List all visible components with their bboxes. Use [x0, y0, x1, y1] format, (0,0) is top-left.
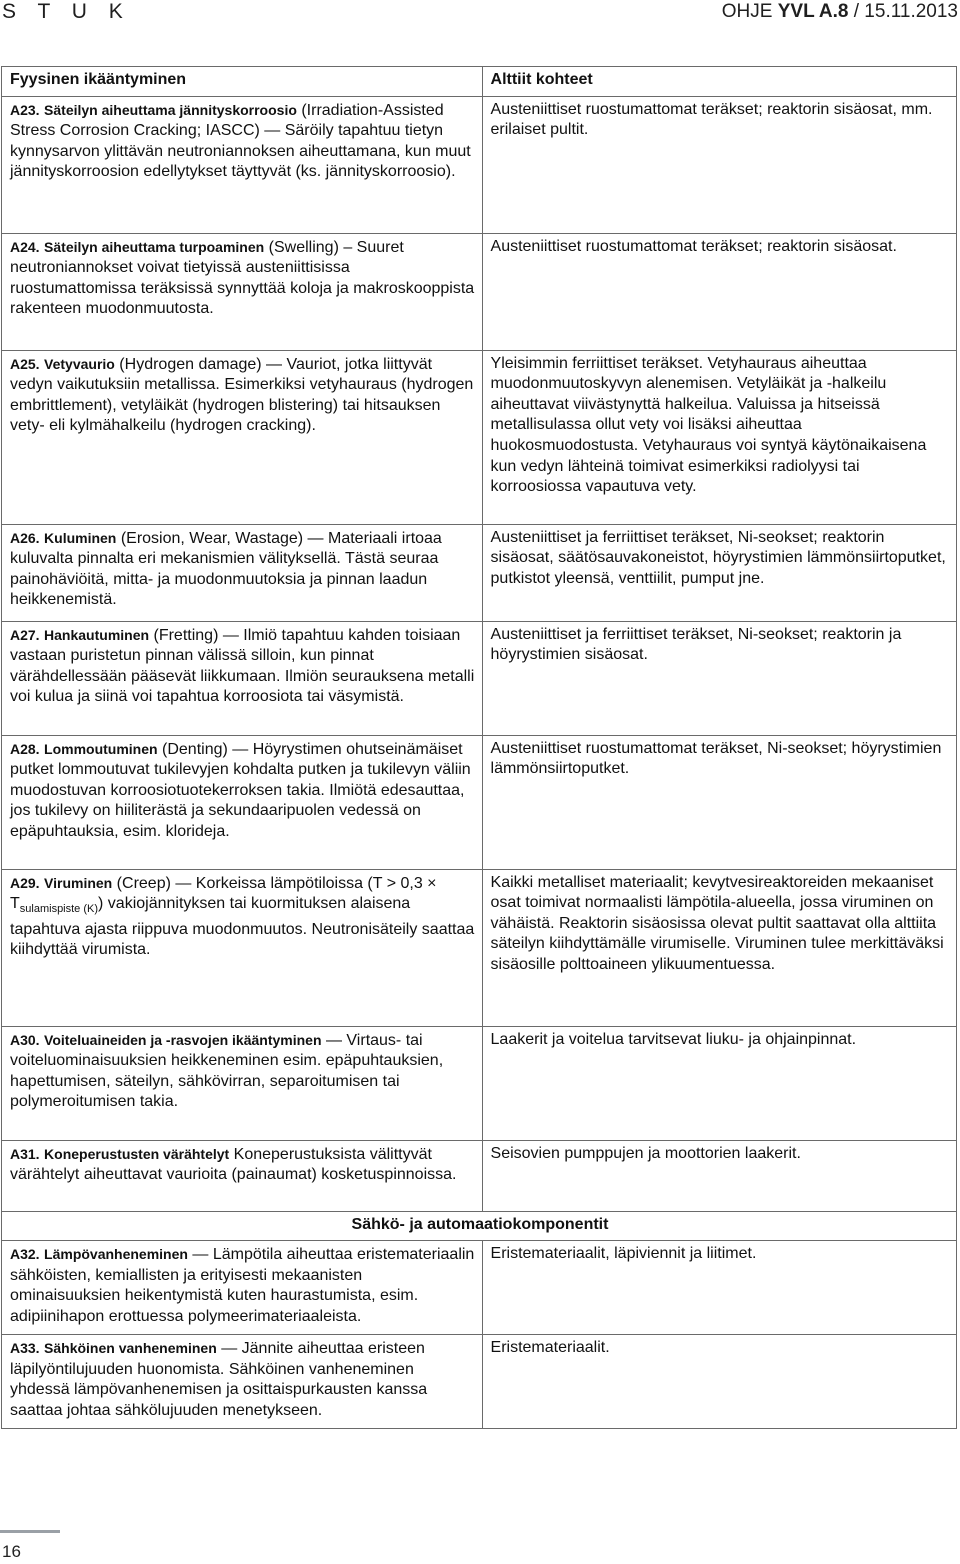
target-cell: Eristemateriaalit, läpiviennit ja liitimet. — [482, 1241, 956, 1335]
section-row — [2, 1211, 957, 1241]
table-row — [2, 869, 957, 1026]
row-term: Lommoutuminen — [44, 740, 158, 757]
mechanism-cell — [2, 1335, 483, 1429]
row-text: (Denting) — Höyrystimen ohutseinämäiset putket lommoutuvat tukilevyjen kohdalta putken ja tukilevyn väliin muodostuvan korroosiotuotekerroksen takia. Ilmiötä edesauttaa, jos tukilevy on hiiliterästä ja sekundaaripuolen vedessä on epäpuhtauksia, esim. kloridеja. — [10, 740, 471, 840]
mechanism-cell — [2, 1026, 483, 1140]
mechanism-cell — [2, 1140, 483, 1211]
row-code: A25. — [10, 355, 40, 372]
row-code: A29. — [10, 874, 40, 891]
footer-divider — [0, 1530, 60, 1533]
row-code: A32. — [10, 1246, 40, 1263]
page-number: 16 — [2, 1542, 21, 1561]
ageing-mechanisms-table — [1, 66, 957, 1429]
guide-code: YVL A.8 — [777, 1, 849, 22]
table-row — [2, 735, 957, 869]
table-header-row — [2, 67, 957, 97]
table-row — [2, 1140, 957, 1211]
target-cell: Eristemateriaalit. — [482, 1335, 956, 1429]
column-header-mechanism: Fyysinen ikääntyminen — [2, 67, 483, 97]
target-cell: Laakerit ja voitelua tarvitsevat liuku- ja ohjainpinnat. — [482, 1026, 956, 1140]
target-cell: Austeniittiset ja ferriittiset teräkset, Ni-seokset; reaktorin sisäosat, säätösauvakoneistot, höyrystimien lämmönsiirtoputket, putkistot yleensä, venttiilit, pumput jne. — [482, 524, 956, 621]
mechanism-cell — [2, 735, 483, 869]
table-row — [2, 96, 957, 233]
mechanism-cell — [2, 869, 483, 1026]
guide-prefix: OHJE — [721, 1, 778, 22]
target-cell: Yleisimmin ferriittiset teräkset. Vetyhauraus aiheuttaa muodonmuutoskyvyn alenemisen. Vetyläikät ja -halkeilu aiheuttavat viivästynyttä halkeilua. Valuissa ja hitseissä metallisulassa ollut vety voi lisäksi aiheuttaa huokosmuodostusta. Vetyhauraus voi syntyä käytönaikaisena kun vedyn lähteinä toimivat esimerkiksi radiolyysi tai korroosiossa vapautuva vety. — [482, 350, 956, 524]
row-code: A27. — [10, 626, 40, 643]
row-text: (Erosion, Wear, Wastage) — Materiaali irtoaa kuluvalta pinnalta eri mekanismien välityksellä. Tästä seuraa painohäviöitä, mitta- ja muodonmuutoksia ja pinnan laadun heikkenemistä. — [10, 529, 442, 609]
brand-logo: S T U K — [2, 0, 131, 23]
column-header-targets: Alttiit kohteet — [482, 67, 956, 97]
row-text-a: (Creep) — Korkeissa lämpötiloissa (T > 0,3 × T — [10, 874, 437, 913]
guide-reference — [722, 1, 958, 23]
table-row — [2, 233, 957, 350]
target-cell: Austeniittiset ruostumattomat teräkset; reaktorin sisäosat. — [482, 233, 956, 350]
row-term: Lämpövanheneminen — [44, 1246, 188, 1263]
row-code: A28. — [10, 740, 40, 757]
page-header — [0, 0, 960, 26]
table-row — [2, 1335, 957, 1429]
row-code: A31. — [10, 1145, 40, 1162]
row-text: (Fretting) — Ilmiö tapahtuu kahden toisiaan vastaan puristetun pinnan välissä silloin, kun pinnat värähdellessään pääsevät liikkumaan. Ilmiön seurauksena metalli voi kulua ja siinä voi tapahtua korroosiota tai väsymistä. — [10, 626, 475, 706]
row-term: Voiteluaineiden ja -rasvojen ikääntyminen — [44, 1031, 322, 1048]
row-text: — Lämpötila aiheuttaa eristemateriaalin sähköisten, kemiallisten ja erityisesti mekaanisten ominaisuuksien heikentymistä kuten haurastumista, esim. adipiinihapon erottuessa polymeerimateriaaleista. — [10, 1246, 475, 1325]
row-code: A30. — [10, 1031, 40, 1048]
table-row — [2, 1241, 957, 1335]
guide-date: / 15.11.2013 — [848, 1, 958, 22]
row-term: Säteilyn aiheuttama turpoaminen — [44, 238, 265, 255]
row-code: A24. — [10, 238, 40, 255]
mechanism-cell — [2, 1241, 483, 1335]
table-row — [2, 524, 957, 621]
row-text: — Jännite aiheuttaa eristeen läpilyöntilujuuden huonomista. Sähköinen vanheneminen yhdessä lämpövanhenemisen ja osittaispurkausten kanssa saattaa johtaa sähkölujuuden menetykseen. — [10, 1340, 428, 1419]
mechanism-cell — [2, 233, 483, 350]
row-term: Viruminen — [44, 874, 113, 891]
target-cell: Kaikki metalliset materiaalit; kevytvesireaktoreiden mekaaniset osat toimivat normaalisti lämpötila-alueella, jossa viruminen on vähäistä. Reaktorin sisäosissa olevat pultit saattavat olla alttiita säteilyn kiihdyttämälle virumiselle. Viruminen tulee merkittäväksi sisäosille polttoaineen ylikuumentuessa. — [482, 869, 956, 1026]
mechanism-cell — [2, 621, 483, 735]
row-term: Sähköinen vanheneminen — [44, 1340, 217, 1357]
row-text: — Virtaus- tai voiteluominaisuuksien heikkeneminen esim. epäpuhtauksien, hapettumisen, säteilyn, sähkövirran, separoitumisen tai polymeroitumisen takia. — [10, 1031, 444, 1111]
table-row — [2, 621, 957, 735]
row-text-b: ) vakiojännityksen tai kuormituksen alaisena tapahtuva ajasta riippuva muodonmuutos. Neutronisäteily saattaa kiihdyttää virumista. — [10, 895, 475, 959]
row-code: A33. — [10, 1340, 40, 1357]
section-heading-electrical: Sähkö- ja automaatiokomponentit — [2, 1211, 957, 1241]
row-code: A26. — [10, 529, 40, 546]
row-text: (Swelling) – Suuret neutroniannokset voivat tietyissä austeniittisissa ruostumattomissa teräksissä synnyttää koloja ja makroskooppista rakenteen muodonmuutosta. — [10, 238, 475, 318]
mechanism-cell — [2, 350, 483, 524]
mechanism-cell — [2, 524, 483, 621]
row-term: Säteilyn aiheuttama jännityskorroosio — [44, 101, 297, 118]
target-cell: Austeniittiset ja ferriittiset teräkset, Ni-seokset; reaktorin ja höyrystimien sisäosat. — [482, 621, 956, 735]
row-text: (Hydrogen damage) — Vauriot, jotka liittyvät vedyn vaikutuksiin metallissa. Esimerkiksi vetyhauraus (hydrogen embrittlement), vetyläikät (hydrogen blistering) tai hitsauksen vety- eli kylmähalkeilu (hydrogen cracking). — [10, 355, 474, 435]
row-text: (Irradiation-Assisted Stress Corrosion Cracking; IASCC) — Säröily tapahtuu tietyn kynnysarvon ylittävän neutroniannoksen aiheuttamana, kun muut jännityskorroosion edellytykset täyttyvät (ks. jännityskorroosio). — [10, 101, 471, 181]
target-cell: Austeniittiset ruostumattomat teräkset; reaktorin sisäosat, mm. erilaiset pultit. — [482, 96, 956, 233]
mechanism-cell — [2, 96, 483, 233]
row-term: Kuluminen — [44, 529, 117, 546]
row-text-subscript: sulamispiste (K) — [19, 903, 99, 916]
row-term: Koneperustusten värähtelyt — [44, 1145, 230, 1162]
row-term: Vetyvaurio — [44, 355, 115, 372]
table-row — [2, 1026, 957, 1140]
row-code: A23. — [10, 101, 40, 118]
table-row — [2, 350, 957, 524]
row-text: Koneperustuksista välittyvät värähtelyt aiheuttavat vaurioita (painaumat) kosketuspinnoissa. — [10, 1145, 457, 1184]
target-cell: Austeniittiset ruostumattomat teräkset, Ni-seokset; höyrystimien lämmönsiirtoputket. — [482, 735, 956, 869]
target-cell: Seisovien pumppujen ja moottorien laakerit. — [482, 1140, 956, 1211]
row-term: Hankautuminen — [44, 626, 150, 643]
